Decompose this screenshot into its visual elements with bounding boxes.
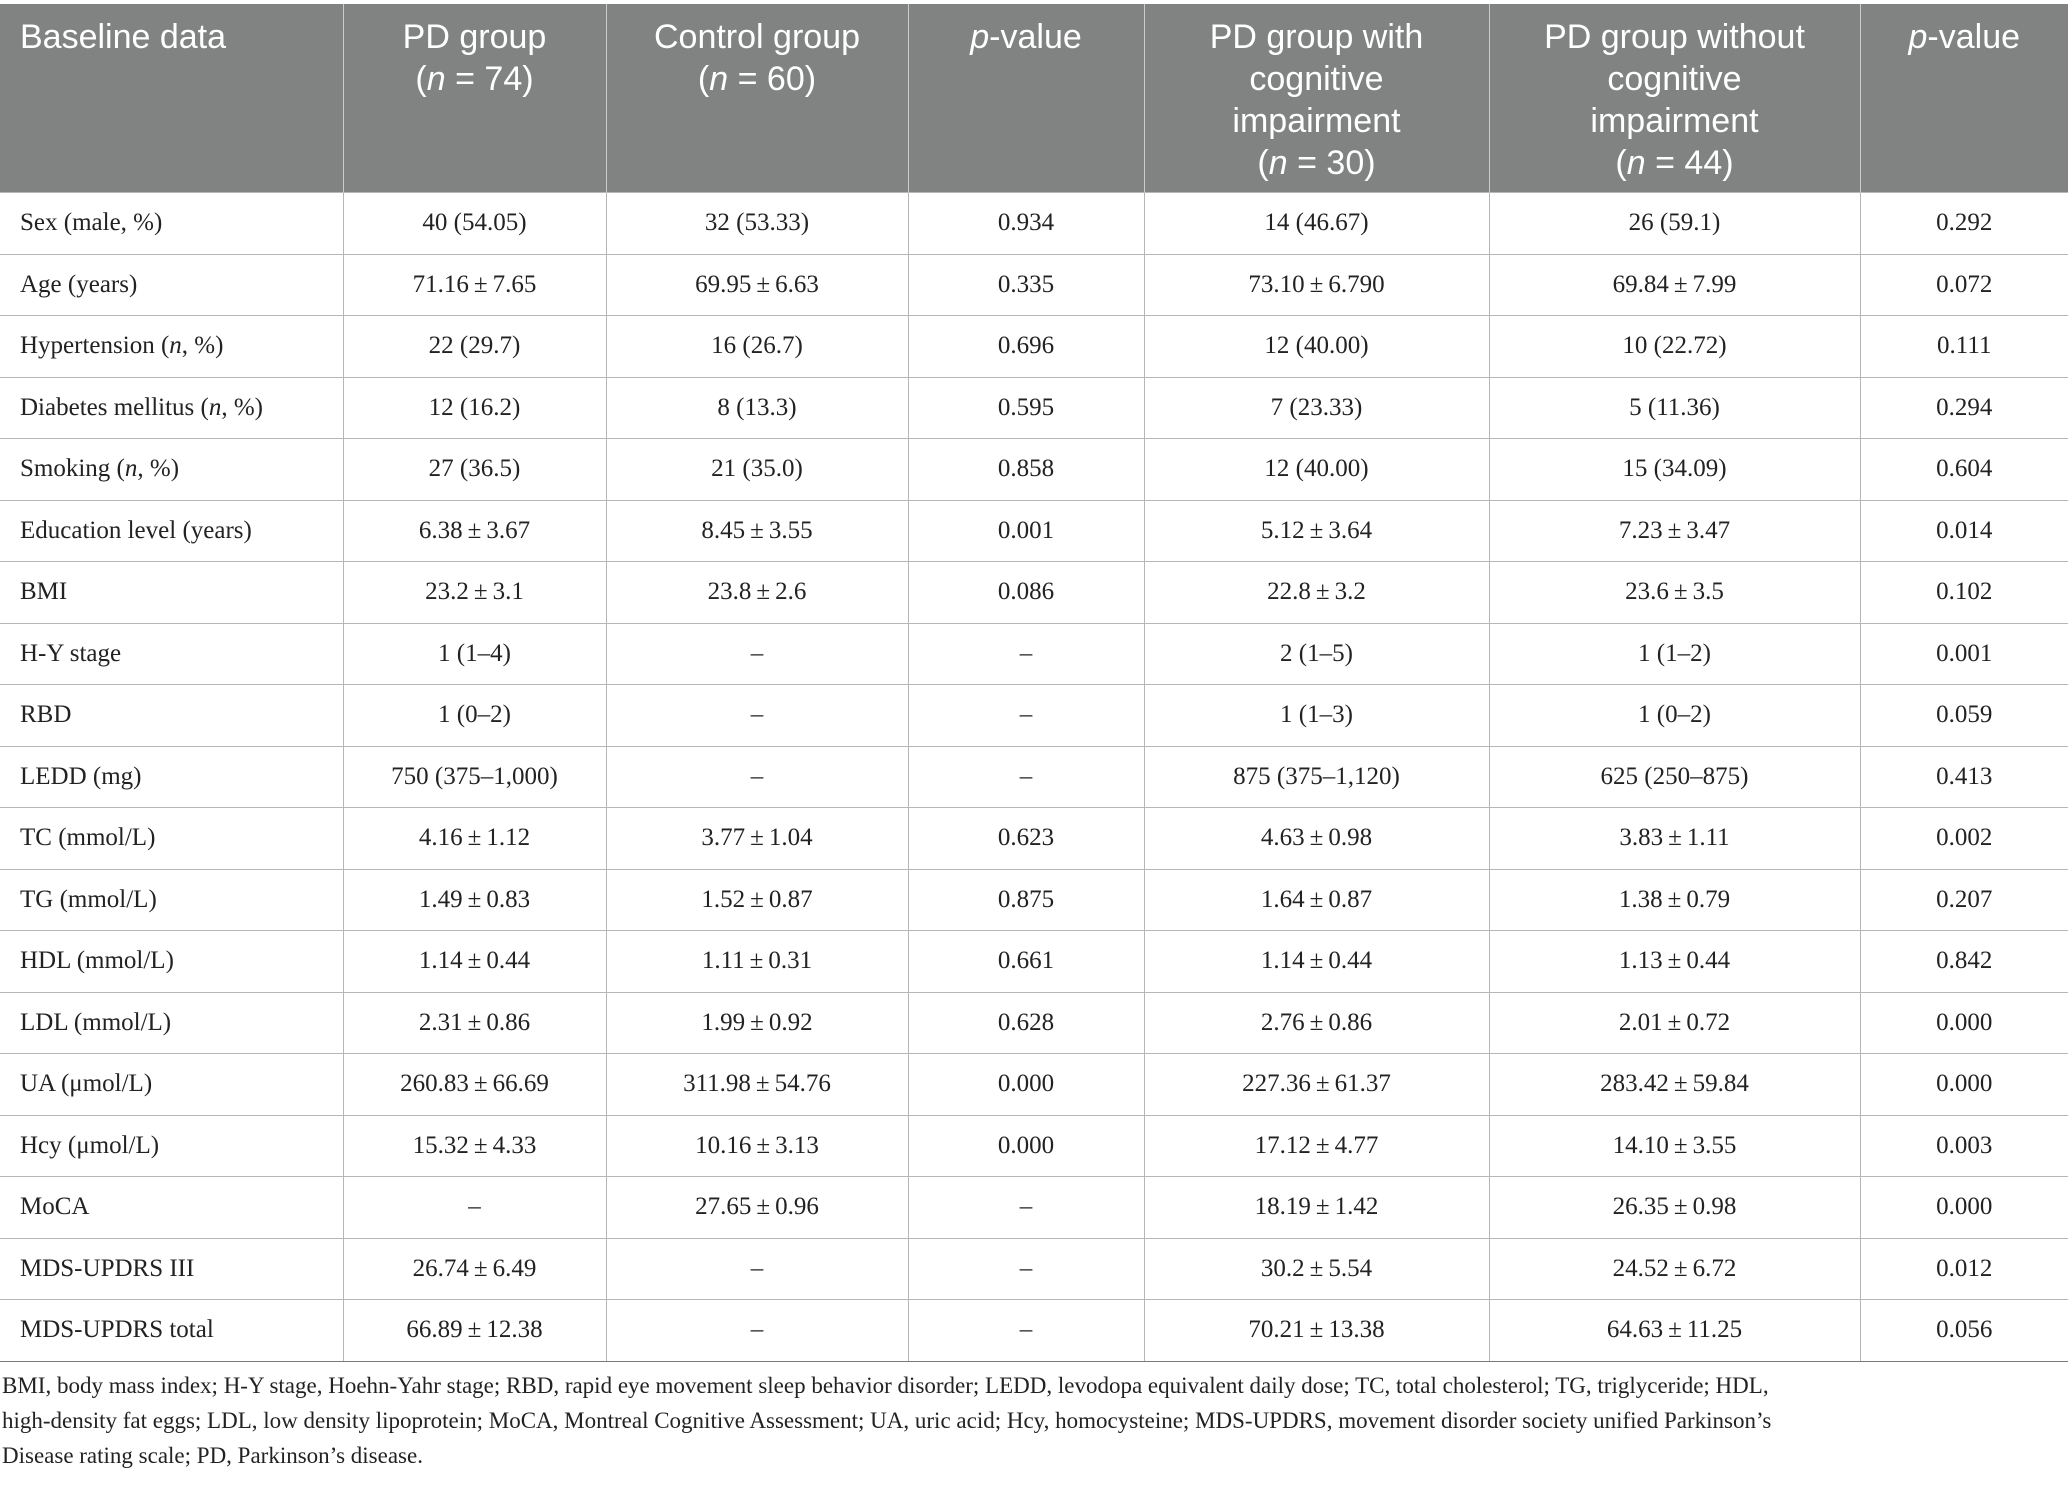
baseline-data-table [0, 4, 2068, 1362]
table-row [0, 1238, 2068, 1300]
table-cell: 0.207 [1860, 869, 2068, 931]
table-cell: 2.76 ± 0.86 [1144, 992, 1489, 1054]
table-row [0, 1300, 2068, 1362]
header-line: impairment [1590, 102, 1759, 140]
row-label: LDL (mmol/L) [0, 992, 343, 1054]
table-cell: – [606, 685, 908, 747]
table-cell: 15 (34.09) [1489, 439, 1860, 501]
table-cell: 22.8 ± 3.2 [1144, 562, 1489, 624]
table-row [0, 992, 2068, 1054]
table-row [0, 869, 2068, 931]
table-cell: 1.38 ± 0.79 [1489, 869, 1860, 931]
table-cell: 0.072 [1860, 254, 2068, 316]
header-line: PD group without [1544, 18, 1805, 56]
table-cell: 0.934 [908, 193, 1144, 255]
header-cell [1860, 4, 2068, 193]
header-line: p-value [970, 18, 1082, 56]
row-label: Smoking (n, %) [0, 439, 343, 501]
table-cell: 69.84 ± 7.99 [1489, 254, 1860, 316]
table-cell: 1.13 ± 0.44 [1489, 931, 1860, 993]
table-cell: 0.661 [908, 931, 1144, 993]
table-cell: – [343, 1177, 606, 1239]
row-label: Hypertension (n, %) [0, 316, 343, 378]
row-label: Diabetes mellitus (n, %) [0, 377, 343, 439]
table-cell: 4.63 ± 0.98 [1144, 808, 1489, 870]
header-line: Control group [653, 18, 860, 56]
table-cell: – [908, 623, 1144, 685]
table-cell: – [908, 685, 1144, 747]
table-cell: – [908, 1238, 1144, 1300]
table-cell: 7 (23.33) [1144, 377, 1489, 439]
table-cell: 32 (53.33) [606, 193, 908, 255]
table-row [0, 377, 2068, 439]
table-cell: 15.32 ± 4.33 [343, 1115, 606, 1177]
table-cell: 0.292 [1860, 193, 2068, 255]
table-cell: 0.294 [1860, 377, 2068, 439]
table-cell: 1 (1–3) [1144, 685, 1489, 747]
table-cell: 8.45 ± 3.55 [606, 500, 908, 562]
row-label: MoCA [0, 1177, 343, 1239]
table-row [0, 254, 2068, 316]
table-cell: 69.95 ± 6.63 [606, 254, 908, 316]
row-label: TG (mmol/L) [0, 869, 343, 931]
table-cell: 625 (250–875) [1489, 746, 1860, 808]
row-label: H-Y stage [0, 623, 343, 685]
table-cell: 0.014 [1860, 500, 2068, 562]
table-cell: 0.623 [908, 808, 1144, 870]
table-cell: 5.12 ± 3.64 [1144, 500, 1489, 562]
table-cell: – [606, 1238, 908, 1300]
table-cell: 0.102 [1860, 562, 2068, 624]
table-cell: 2.01 ± 0.72 [1489, 992, 1860, 1054]
header-cell [0, 4, 343, 193]
table-row [0, 1054, 2068, 1116]
table-cell: 0.842 [1860, 931, 2068, 993]
header-line: PD group [402, 18, 547, 56]
table-cell: 0.012 [1860, 1238, 2068, 1300]
table-cell: – [606, 746, 908, 808]
table-cell: 0.000 [908, 1054, 1144, 1116]
header-row [0, 4, 2068, 193]
table-row [0, 316, 2068, 378]
table-cell: 17.12 ± 4.77 [1144, 1115, 1489, 1177]
table-row [0, 500, 2068, 562]
table-cell: 23.8 ± 2.6 [606, 562, 908, 624]
table-row [0, 746, 2068, 808]
header-line: PD group with [1209, 18, 1424, 56]
table-cell: 12 (40.00) [1144, 316, 1489, 378]
table-cell: 30.2 ± 5.54 [1144, 1238, 1489, 1300]
header-cell [1144, 4, 1489, 193]
table-cell: 1 (1–4) [343, 623, 606, 685]
table-cell: 21 (35.0) [606, 439, 908, 501]
table-body [0, 193, 2068, 1362]
table-row [0, 685, 2068, 747]
table-cell: 14 (46.67) [1144, 193, 1489, 255]
table-cell: 2.31 ± 0.86 [343, 992, 606, 1054]
table-cell: 23.2 ± 3.1 [343, 562, 606, 624]
header-cell [1489, 4, 1860, 193]
table-cell: 27.65 ± 0.96 [606, 1177, 908, 1239]
table-cell: 260.83 ± 66.69 [343, 1054, 606, 1116]
table-cell: – [908, 746, 1144, 808]
header-line: Baseline data [20, 18, 227, 56]
table-row [0, 1177, 2068, 1239]
table-cell: 64.63 ± 11.25 [1489, 1300, 1860, 1362]
row-label: RBD [0, 685, 343, 747]
header-line: (n = 30) [1257, 144, 1376, 182]
table-cell: 0.086 [908, 562, 1144, 624]
table-cell: 26.35 ± 0.98 [1489, 1177, 1860, 1239]
table-cell: 875 (375–1,120) [1144, 746, 1489, 808]
table-cell: 1.49 ± 0.83 [343, 869, 606, 931]
header-line: (n = 60) [697, 60, 817, 98]
table-cell: 73.10 ± 6.790 [1144, 254, 1489, 316]
table-cell: 1.14 ± 0.44 [343, 931, 606, 993]
table-cell: 8 (13.3) [606, 377, 908, 439]
header-line: cognitive [1249, 60, 1384, 98]
table-cell: 1.11 ± 0.31 [606, 931, 908, 993]
footnote-line: Disease rating scale; PD, Parkinson’s disease. [2, 1443, 423, 1468]
table-cell: 0.604 [1860, 439, 2068, 501]
row-label: HDL (mmol/L) [0, 931, 343, 993]
table-cell: 23.6 ± 3.5 [1489, 562, 1860, 624]
table-footnote [0, 1368, 2052, 1473]
header-cell [908, 4, 1144, 193]
row-label: TC (mmol/L) [0, 808, 343, 870]
table-cell: 1.14 ± 0.44 [1144, 931, 1489, 993]
table-row [0, 808, 2068, 870]
table-cell: 0.595 [908, 377, 1144, 439]
table-cell: 26.74 ± 6.49 [343, 1238, 606, 1300]
row-label: Sex (male, %) [0, 193, 343, 255]
table-cell: 4.16 ± 1.12 [343, 808, 606, 870]
table-cell: 18.19 ± 1.42 [1144, 1177, 1489, 1239]
table-cell: 1.99 ± 0.92 [606, 992, 908, 1054]
table-cell: 6.38 ± 3.67 [343, 500, 606, 562]
row-label: UA (μmol/L) [0, 1054, 343, 1116]
table-cell: 2 (1–5) [1144, 623, 1489, 685]
table-cell: 10.16 ± 3.13 [606, 1115, 908, 1177]
table-cell: 0.001 [1860, 623, 2068, 685]
row-label: MDS-UPDRS total [0, 1300, 343, 1362]
table-cell: 0.413 [1860, 746, 2068, 808]
table-cell: 27 (36.5) [343, 439, 606, 501]
table-cell: 14.10 ± 3.55 [1489, 1115, 1860, 1177]
table-cell: 0.003 [1860, 1115, 2068, 1177]
row-label: Hcy (μmol/L) [0, 1115, 343, 1177]
table-cell: 7.23 ± 3.47 [1489, 500, 1860, 562]
table-cell: 1.52 ± 0.87 [606, 869, 908, 931]
table-cell: 0.000 [1860, 992, 2068, 1054]
header-cell [606, 4, 908, 193]
table-row [0, 1115, 2068, 1177]
footnote-line: high-density fat eggs; LDL, low density lipoprotein; MoCA, Montreal Cognitive Assessment; UA, uric acid; Hcy, homocysteine; MDS-UPDRS, movement disorder society unified Parkinson’s [2, 1408, 1772, 1433]
table-cell: 0.002 [1860, 808, 2068, 870]
table-cell: – [908, 1177, 1144, 1239]
table-row [0, 193, 2068, 255]
table-header [0, 4, 2068, 193]
table-cell: 311.98 ± 54.76 [606, 1054, 908, 1116]
table-row [0, 562, 2068, 624]
table-cell: 0.056 [1860, 1300, 2068, 1362]
table-cell: 5 (11.36) [1489, 377, 1860, 439]
row-label: Education level (years) [0, 500, 343, 562]
table-cell: 283.42 ± 59.84 [1489, 1054, 1860, 1116]
table-cell: 12 (16.2) [343, 377, 606, 439]
table-cell: 0.001 [908, 500, 1144, 562]
table-cell: 0.335 [908, 254, 1144, 316]
header-line: p-value [1908, 18, 2021, 56]
table-cell: 1 (1–2) [1489, 623, 1860, 685]
table-cell: 0.696 [908, 316, 1144, 378]
table-cell: – [606, 1300, 908, 1362]
table-cell: 70.21 ± 13.38 [1144, 1300, 1489, 1362]
table-cell: 1 (0–2) [1489, 685, 1860, 747]
table-cell: 3.83 ± 1.11 [1489, 808, 1860, 870]
table-cell: 0.111 [1860, 316, 2068, 378]
table-cell: 71.16 ± 7.65 [343, 254, 606, 316]
table-cell: 26 (59.1) [1489, 193, 1860, 255]
table-row [0, 623, 2068, 685]
table-cell: 16 (26.7) [606, 316, 908, 378]
table-cell: 0.875 [908, 869, 1144, 931]
table-cell: 1 (0–2) [343, 685, 606, 747]
row-label: MDS-UPDRS III [0, 1238, 343, 1300]
header-line: cognitive [1607, 60, 1742, 98]
table-cell: 750 (375–1,000) [343, 746, 606, 808]
table-cell: – [908, 1300, 1144, 1362]
row-label: Age (years) [0, 254, 343, 316]
table-row [0, 439, 2068, 501]
table-cell: 0.059 [1860, 685, 2068, 747]
table-cell: 227.36 ± 61.37 [1144, 1054, 1489, 1116]
table-cell: 22 (29.7) [343, 316, 606, 378]
table-cell: 0.000 [1860, 1054, 2068, 1116]
header-line: impairment [1232, 102, 1401, 140]
table-cell: 12 (40.00) [1144, 439, 1489, 501]
footnote-line: BMI, body mass index; H-Y stage, Hoehn-Yahr stage; RBD, rapid eye movement sleep behavior disorder; LEDD, levodopa equivalent daily dose; TC, total cholesterol; TG, triglyceride; HDL, [2, 1373, 1769, 1398]
table-cell: 1.64 ± 0.87 [1144, 869, 1489, 931]
table-cell: 0.000 [1860, 1177, 2068, 1239]
table-cell: 40 (54.05) [343, 193, 606, 255]
header-line: (n = 74) [415, 60, 534, 98]
row-label: LEDD (mg) [0, 746, 343, 808]
table-cell: 0.000 [908, 1115, 1144, 1177]
row-label: BMI [0, 562, 343, 624]
table-cell: 66.89 ± 12.38 [343, 1300, 606, 1362]
header-cell [343, 4, 606, 193]
table-row [0, 931, 2068, 993]
table-cell: – [606, 623, 908, 685]
table-cell: 3.77 ± 1.04 [606, 808, 908, 870]
baseline-table-container [0, 4, 2068, 1362]
table-cell: 0.628 [908, 992, 1144, 1054]
header-line: (n = 44) [1615, 144, 1734, 182]
table-cell: 0.858 [908, 439, 1144, 501]
table-cell: 10 (22.72) [1489, 316, 1860, 378]
table-cell: 24.52 ± 6.72 [1489, 1238, 1860, 1300]
